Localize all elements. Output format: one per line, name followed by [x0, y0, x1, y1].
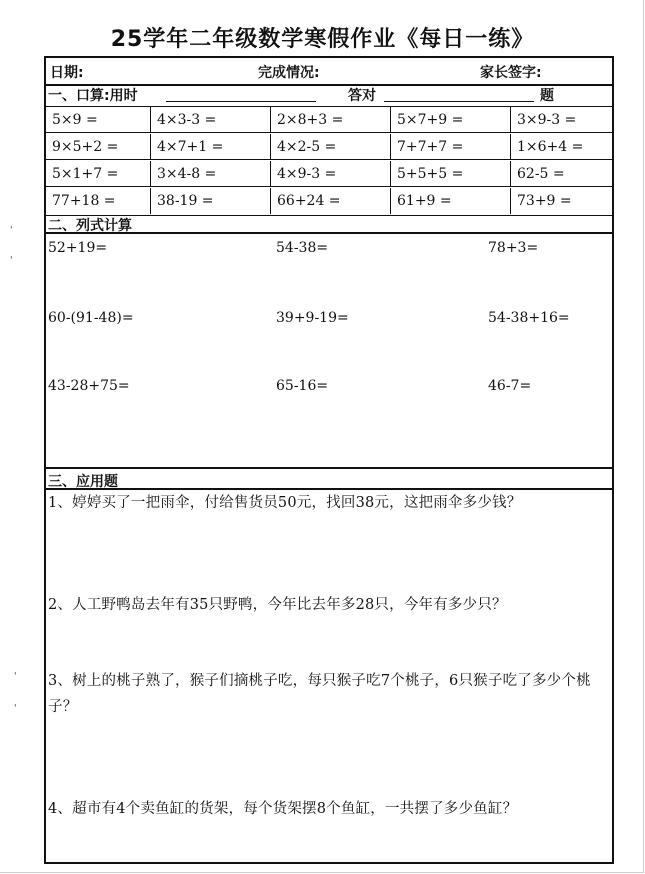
calc-item: 54-38= [276, 240, 329, 256]
margin-mark: ' [14, 704, 17, 714]
calc-item: 43-28+75= [48, 378, 130, 394]
worksheet-frame [44, 56, 614, 864]
margin-mark: ' [10, 226, 13, 236]
oral-section-heading: 一、口算:用时 [48, 88, 138, 104]
questions-label: 题 [540, 88, 554, 104]
completion-label: 完成情况: [258, 65, 320, 81]
oral-cell: 73+9 = [517, 193, 572, 209]
page-title: 25学年二年级数学寒假作业《每日一练》 [110, 27, 535, 52]
column-calc-heading: 二、列式计算 [48, 218, 132, 234]
oral-cell: 9×5+2 = [46, 134, 151, 160]
calc-item: 65-16= [276, 378, 329, 394]
section3-top-divider [46, 467, 612, 469]
correct-label: 答对 [348, 88, 376, 104]
oral-cell: 3×4-8 = [151, 161, 271, 187]
calc-item: 60-(91-48)= [48, 310, 134, 326]
word-problems-heading: 三、应用题 [48, 474, 118, 490]
calc-item: 54-38+16= [488, 310, 570, 326]
word-problem: 1、婷婷买了一把雨伞，付给售货员50元，找回38元，这把雨伞多少钱？ [48, 495, 522, 511]
oral-cell: 66+24 = [271, 188, 391, 214]
oral-cell: 3×9-3 = [511, 107, 612, 133]
oral-cell: 1×6+4 = [511, 134, 612, 160]
section2-divider [46, 232, 612, 234]
oral-cell: 62-5 = [511, 161, 612, 187]
correct-blank-line [384, 87, 534, 102]
calc-item: 52+19= [48, 240, 108, 256]
oral-cell: 4×3-3 = [151, 107, 271, 133]
date-label: 日期: [50, 65, 84, 81]
oral-cell: 5+5+5 = [391, 161, 511, 187]
oral-cell: 2×8+3 = [271, 107, 391, 133]
oral-cell: 4×9-3 = [271, 161, 391, 187]
calc-item: 78+3= [488, 240, 539, 256]
word-problem: 2、人工野鸭岛去年有35只野鸭，今年比去年多28只，今年有多少只？ [48, 597, 507, 613]
calc-item: 46-7= [488, 378, 532, 394]
oral-cell: 5×9 = [46, 107, 151, 133]
margin-mark: ' [10, 256, 13, 266]
oral-calc-grid [46, 106, 612, 216]
oral-cell: 77+18 = [46, 188, 151, 214]
oral-cell: 4×2-5 = [271, 134, 391, 160]
oral-cell: 5×1+7 = [46, 161, 151, 187]
header-row [46, 58, 612, 86]
oral-cell: 38-19 = [151, 188, 271, 214]
oral-cell: 4×7+1 = [151, 134, 271, 160]
parent-sign-label: 家长签字: [480, 65, 542, 81]
time-blank-line [166, 87, 316, 102]
oral-cell: 61+9 = [391, 188, 511, 214]
oral-cell: 5×7+9 = [391, 107, 511, 133]
margin-mark: ' [14, 672, 17, 682]
calc-item: 39+9-19= [276, 310, 349, 326]
word-problem: 4、超市有4个卖鱼缸的货架，每个货架摆8个鱼缸，一共摆了多少鱼缸？ [48, 801, 518, 817]
oral-cell: 7+7+7 = [391, 134, 511, 160]
word-problem: 3、树上的桃子熟了，猴子们摘桃子吃，每只猴子吃7个桃子，6只猴子吃了多少个桃子？ [48, 673, 591, 715]
